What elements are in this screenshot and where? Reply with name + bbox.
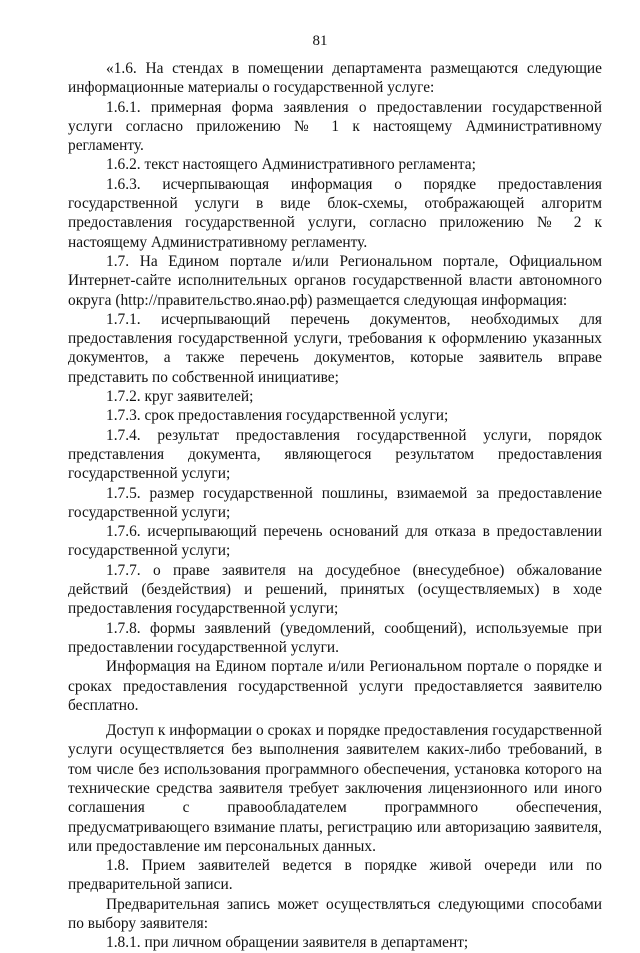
paragraph-1-6-3: 1.6.3. исчерпывающая информация о порядке предоставления государственной услуги в виде блок-схемы, отображающей алгоритм предоставления государственной услуги, согласно приложению № 2 к настоящему Административному регламенту. xyxy=(68,175,602,251)
paragraph-1-7-7: 1.7.7. о праве заявителя на досудебное (внесудебное) обжалование действий (бездействия) и решений, принятых (осуществляемых) в ходе предоставления государственной услуги; xyxy=(68,561,602,618)
paragraph-1-8-1: 1.8.1. при личном обращении заявителя в департамент; xyxy=(106,934,469,952)
document-body xyxy=(68,59,602,953)
paragraph-portal-info-free: Информация на Едином портале и/или Региональном портале о порядке и сроках предоставления государственной услуги предоставляется заявителю бесплатно. xyxy=(68,658,602,714)
paragraph-1-7-3: 1.7.3. срок предоставления государственной услуги; xyxy=(106,407,449,425)
paragraph-access-info: Доступ к информации о сроках и порядке предоставления государственной услуги осуществляется без выполнения заявителем каких-либо требований, в том числе без использования программного обеспечения, установка которого на технические средства заявителя требует заключения лицензионного или иного соглашения с правообладателем программного обеспечения, предусматривающего взимание платы, регистрацию или авторизацию заявителя, или предоставление им персональных данных. xyxy=(68,722,602,855)
paragraph-1-6-1: 1.6.1. примерная форма заявления о предоставлении государственной услуги согласно приложению № 1 к настоящему Административному регламенту. xyxy=(68,98,602,155)
paragraph-1-7: 1.7. На Едином портале и/или Региональном портале, Официальном Интернет-сайте исполнительных органов государственной власти автономного округа (http://правительство.янао.рф) размещается следующая информация: xyxy=(68,252,602,309)
paragraph-1-8: 1.8. Прием заявителей ведется в порядке живой очереди или по предварительной записи. xyxy=(68,857,602,894)
paragraph-1-7-2: 1.7.2. круг заявителей; xyxy=(106,388,254,406)
paragraph-1-7-4: 1.7.4. результат предоставления государственной услуги, порядок представления документа, являющегося результатом предоставления государственной услуги; xyxy=(68,426,602,483)
paragraph-1-7-8: 1.7.8. формы заявлений (уведомлений, сообщений), используемые при предоставлении государственной услуги. xyxy=(68,619,602,656)
paragraph-1-6: «1.6. На стендах в помещении департамента размещаются следующие информационные материалы о государственной услуге: xyxy=(68,60,602,97)
paragraph-1-7-6: 1.7.6. исчерпывающий перечень оснований для отказа в предоставлении государственной услуги; xyxy=(68,523,602,560)
page-number: 81 xyxy=(312,33,328,49)
paragraph-1-6-2: 1.6.2. текст настоящего Административного регламента; xyxy=(106,156,476,174)
paragraph-1-7-5: 1.7.5. размер государственной пошлины, взимаемой за предоставление государственной услуги; xyxy=(68,484,602,521)
paragraph-1-7-1: 1.7.1. исчерпывающий перечень документов, необходимых для предоставления государственной услуги, требования к оформлению указанных документов, а также перечень документов, которые заявитель вправе представить по собственной инициативе; xyxy=(68,310,602,386)
paragraph-pre-registration: Предварительная запись может осуществляться следующими способами по выбору заявителя: xyxy=(68,895,602,933)
